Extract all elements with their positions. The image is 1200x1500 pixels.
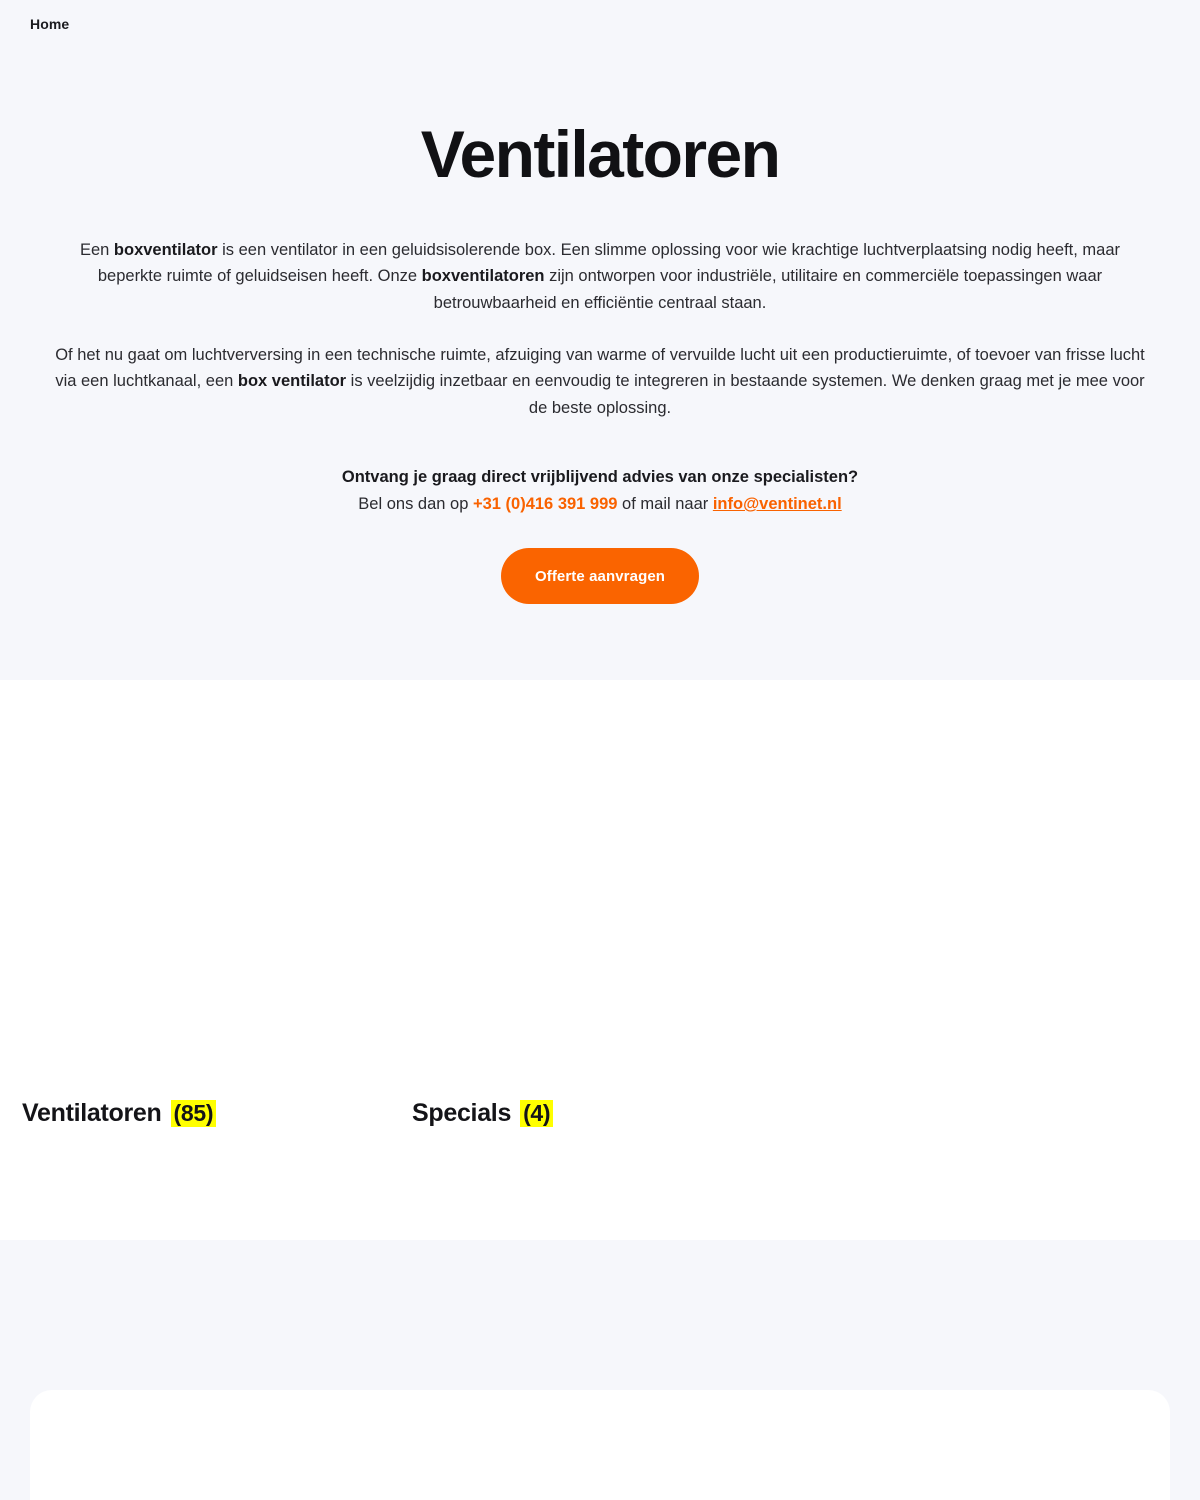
- advice-prefix: Bel ons dan op: [358, 495, 473, 514]
- intro-paragraph-2: [50, 342, 1150, 422]
- cta-container: [50, 548, 1150, 604]
- category-count-badge: (85): [171, 1100, 217, 1127]
- advice-line: [358, 495, 841, 513]
- hero-section: [0, 52, 1200, 680]
- intro-paragraph-1: [50, 237, 1150, 317]
- phone-link[interactable]: +31 (0)416 391 999: [472, 495, 618, 514]
- intro-p1-bold2: boxventilatoren: [421, 267, 545, 286]
- content-section: [0, 680, 1200, 1240]
- intro-p2-part2: is veelzijdig inzetbaar en eenvoudig te integreren in bestaande systemen. We denken graag met je mee voor de beste oplossing.: [346, 372, 1145, 418]
- breadcrumb-item-home[interactable]: Home: [30, 16, 70, 32]
- category-label: Specials: [412, 1098, 512, 1127]
- category-item-specials[interactable]: [412, 1099, 553, 1128]
- category-label: Ventilatoren: [22, 1098, 162, 1127]
- intro-p2-part1: Of het nu gaat om luchtverversing in een technische ruimte, afzuiging van warme of vervuilde lucht uit een productieruimte, of toevoer van frisse lucht via een luchtkanaal, een: [55, 345, 1145, 391]
- intro-p1-part1: Een: [79, 240, 114, 259]
- intro-p1-bold1: boxventilator: [113, 240, 218, 259]
- request-quote-button[interactable]: Offerte aanvragen: [501, 548, 699, 604]
- category-item-ventilatoren[interactable]: [22, 1099, 412, 1128]
- intro-p1-part3: zijn ontworpen voor industriële, utilitaire en commerciële toepassingen waar betrouwbaarheid en efficiëntie centraal staan.: [433, 267, 1103, 313]
- breadcrumb: [0, 0, 1200, 52]
- category-count-badge: (4): [520, 1100, 553, 1127]
- advice-block: [50, 464, 1150, 518]
- intro-p2-bold1: box ventilator: [237, 372, 347, 391]
- bottom-card: [30, 1390, 1170, 1500]
- email-link[interactable]: info@ventinet.nl: [712, 495, 842, 514]
- page-title: Ventilatoren: [420, 117, 780, 191]
- hero-text-block: [25, 237, 1175, 605]
- intro-p1-part2: is een ventilator in een geluidsisolerende box. Een slimme oplossing voor wie krachtige luchtverplaatsing nodig heeft, maar beperkte ruimte of geluidseisen heeft. Onze: [97, 240, 1121, 286]
- advice-title: Ontvang je graag direct vrijblijvend advies van onze specialisten?: [341, 467, 859, 486]
- category-list: [0, 1090, 1200, 1136]
- advice-middle: of mail naar: [617, 495, 713, 514]
